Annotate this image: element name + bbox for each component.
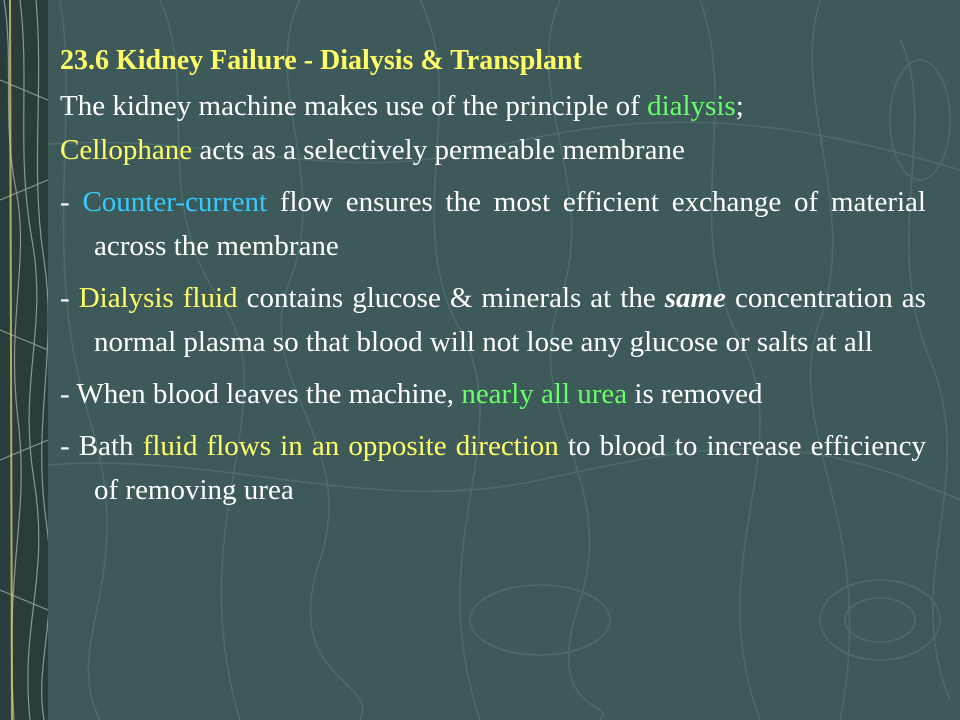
line-cellophane-post: acts as a selectively permeable membrane [192, 134, 685, 166]
bullet-counter-current [60, 180, 926, 268]
bullet-urea-removed-post: is removed [627, 378, 763, 410]
bullet-dialysis-fluid-post: concentration as normal plasma so that blood will not lose any glucose or salts at all [94, 282, 926, 358]
bullet-dash: - [60, 186, 83, 218]
bullet-urea-removed-pre: - When blood leaves the machine, [60, 378, 462, 410]
highlight-cellophane: Cellophane [60, 134, 193, 166]
bullet-urea-removed [60, 372, 926, 416]
highlight-dialysis-fluid: Dialysis fluid [78, 282, 238, 314]
emphasis-same: same [664, 282, 726, 314]
line-dialysis [60, 84, 926, 128]
highlight-opposite-direction: fluid flows in an opposite direction [142, 430, 559, 462]
line-dialysis-pre: The kidney machine makes use of the principle of [60, 90, 648, 122]
bullet-bath-fluid-pre: - Bath [60, 430, 143, 462]
bullet-bath-fluid-post: to blood to increase efficiency of removing urea [94, 430, 926, 506]
line-cellophane [60, 128, 926, 172]
slide-title: 23.6 Kidney Failure - Dialysis & Transplant [60, 45, 582, 76]
bullet-bath-fluid [60, 424, 926, 512]
bullet-dialysis-fluid [60, 276, 926, 364]
highlight-dialysis: dialysis [647, 90, 736, 122]
line-dialysis-post: ; [735, 90, 744, 122]
highlight-counter-current: Counter-current [82, 186, 268, 218]
highlight-nearly-all-urea: nearly all urea [461, 378, 628, 410]
left-decorative-strip [0, 0, 48, 720]
bullet-counter-current-text: flow ensures the most efficient exchange of material across the membrane [94, 186, 926, 262]
bullet-dialysis-fluid-mid: contains glucose & minerals at the [237, 282, 665, 314]
bullet-dash: - [60, 282, 79, 314]
slide-content [60, 38, 926, 512]
